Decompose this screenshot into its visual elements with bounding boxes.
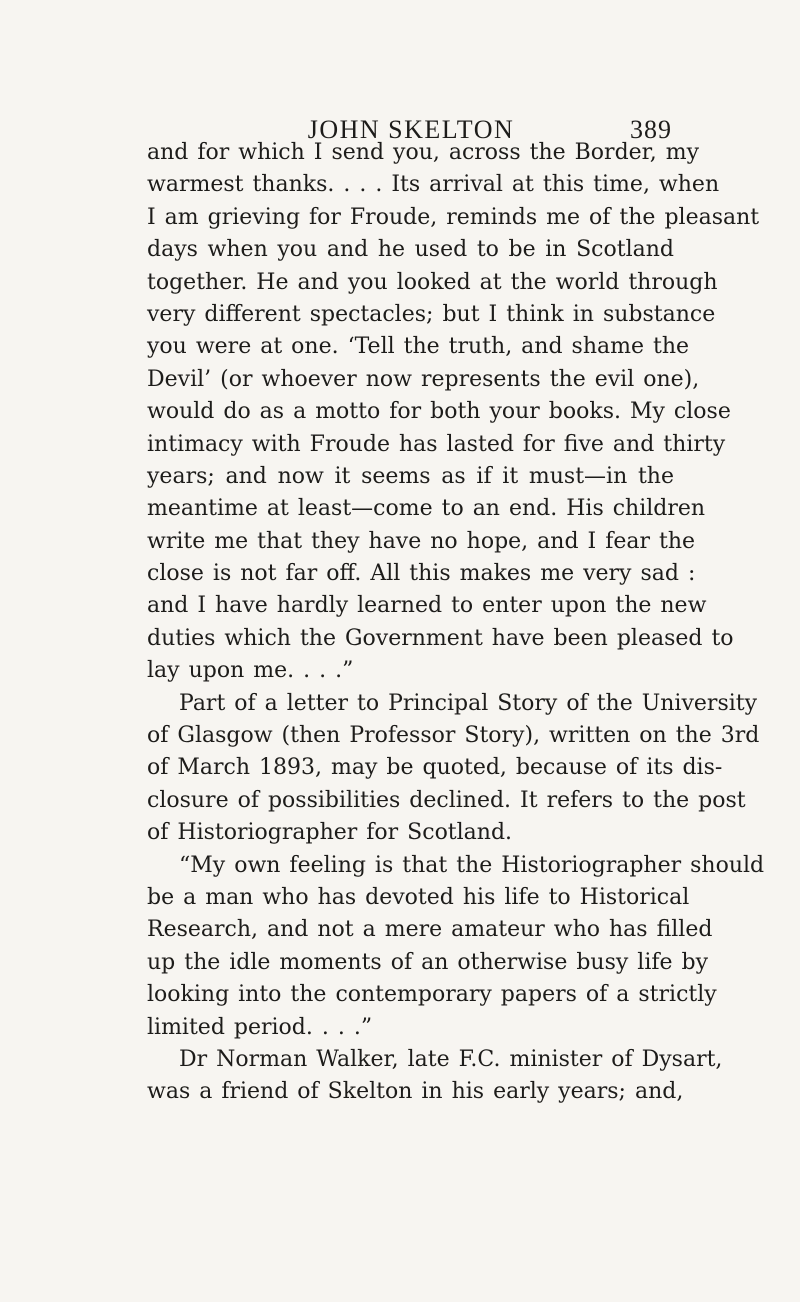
text-line: days when you and he used to be in Scotland [147,237,674,263]
text-line: closure of possibilities declined. It refers to the post [147,787,746,813]
page-number: 389 [630,115,672,144]
text-line: intimacy with Froude has lasted for five and thirty [147,431,726,457]
text-line: Dr Norman Walker, late F.C. minister of Dysart, [179,1046,723,1072]
text-line: looking into the contemporary papers of a strictly [147,982,717,1008]
text-line: be a man who has devoted his life to Historical [147,884,690,910]
text-line: of Historiographer for Scotland. [147,820,513,846]
text-line: years; and now it seems as if it must—in the [147,463,674,489]
text-line: “My own feeling is that the Historiographer should [179,852,765,878]
text-line: very different spectacles; but I think in substance [147,301,716,327]
text-line: Devil’ (or whoever now represents the evil one), [147,366,700,392]
text-line: and for which I send you, across the Border, my [147,140,700,165]
text-line: you were at one. ‘Tell the truth, and shame the [147,334,690,360]
text-line: was a friend of Skelton in his early years; and, [147,1079,684,1105]
body-text [147,137,765,1109]
text-line: and I have hardly learned to enter upon the new [147,593,707,619]
text-line: lay upon me. . . .” [147,658,354,684]
text-line: would do as a motto for both your books. My close [147,399,731,425]
text-line: Research, and not a mere amateur who has filled [147,917,713,943]
text-line: of Glasgow (then Professor Story), written on the 3rd [147,723,760,749]
text-line: meantime at least—come to an end. His children [147,496,706,522]
text-line: write me that they have no hope, and I fear the [147,528,696,554]
text-line: I am grieving for Froude, reminds me of the pleasant [147,204,760,230]
text-line: Part of a letter to Principal Story of the University [179,690,758,716]
text-line: duties which the Government have been pleased to [147,625,734,651]
text-line: of March 1893, may be quoted, because of its dis- [147,755,723,781]
text-line: warmest thanks. . . . Its arrival at this time, when [147,172,720,198]
text-line: limited period. . . .” [147,1014,373,1040]
text-line: together. He and you looked at the world through [147,269,718,295]
text-line: close is not far off. All this makes me very sad : [147,561,696,587]
running-head-title: JOHN SKELTON [307,115,515,144]
text-line: up the idle moments of an otherwise busy life by [147,949,709,975]
